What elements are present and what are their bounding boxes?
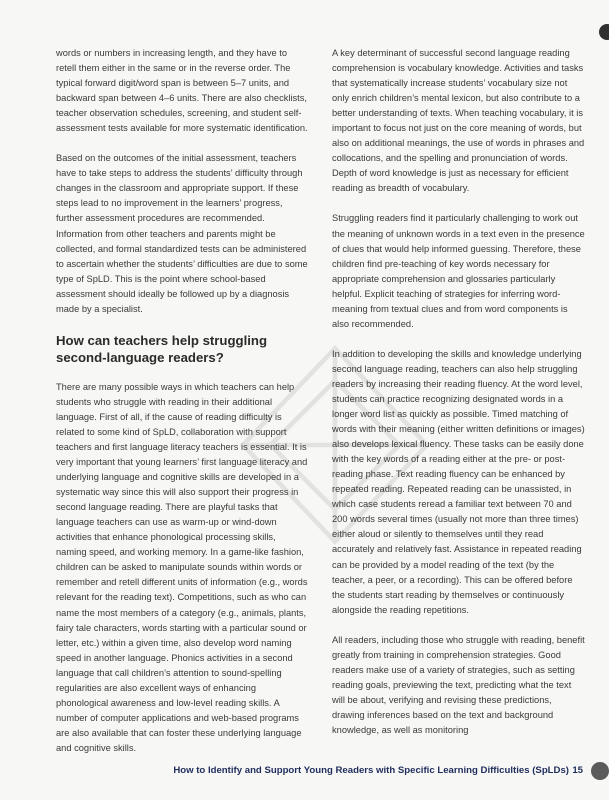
left-column (56, 46, 308, 771)
section-heading: How can teachers help struggling second-language readers? (56, 332, 268, 365)
left-paragraph-3: There are many possible ways in which teachers can help students who struggle with reading in their additional language. First of all, if the cause of reading difficulty is related to some kind of SpLD, collaboration with support teachers and first language literacy teachers is essential. It is very important that young learners’ first language literacy and underlying language and cognitive skills are developed in a systematic way since this will also support their progress in second language reading. There are playful tasks that language teachers can use as warm-up or wind-down activities that enhance phonological processing skills, naming speed, and working memory. In a game-like fashion, children can be asked to manipulate sounds within words or remember and retell different units of information (e.g., words relevant for the reading text). Competitions, such as who can name the most members of a category (e.g., animals, plants, fairy tale characters, words starting with a particular sound or letter, etc.) within a given time, also develop word naming speed in another language. Phonics activities in a second language that call children’s attention to sound-spelling regularities are also excellent ways of enhancing phonological awareness and low-level reading skills. A number of computer applications and web-based programs are also available that can foster these underlying language and cognitive skills. (56, 381, 308, 753)
right-paragraph-2: Struggling readers find it particularly challenging to work out the meaning of unknown words in a text even in the presence of clues that would help informed guessing. Therefore, these children find pre-teaching of key words necessary for appropriate comprehension and glossaries particularly helpful. Explicit teaching of strategies for inferring word-meaning from textual clues and from word components is also recommended. (332, 213, 585, 329)
footer-title: How to Identify and Support Young Readers with Specific Learning Difficulties (SpLDs) (173, 765, 569, 776)
right-column (332, 46, 586, 753)
left-paragraph-1: words or numbers in increasing length, and they have to retell them either in the same or in the reverse order. The typical forward digit/word span is between 5–7 units, and backward span between 4–6 units. There are also checklists, teacher observation schedules, screening, and student self-assessment tests available for more systematic identification. (56, 48, 308, 134)
right-paragraph-1: A key determinant of successful second language reading comprehension is vocabulary knowledge. Activities and tasks that systematically increase students’ vocabulary size not only enrich children’s mental lexicon, but also contribute to a better understanding of texts. When teaching vocabulary, it is important to focus not just on the core meaning of words, but also on additional meanings, the use of words in phrases and collocations, and the spelling and pronunciation of words. Depth of word knowledge is just as necessary for efficient reading as breadth of vocabulary. (332, 48, 585, 194)
right-paragraph-4: All readers, including those who struggle with reading, benefit greatly from training in comprehension strategies. Good readers make use of a variety of strategies, such as setting reading goals, previewing the text, predicting what the text will be about, verifying and revising these predictions, drawing inferences based on the text and background knowledge, as well as monitoring (332, 634, 585, 735)
page-number: 15 (572, 765, 583, 776)
corner-dot-icon (599, 24, 609, 40)
left-paragraph-2: Based on the outcomes of the initial assessment, teachers have to take steps to address the students’ difficulty through changes in the classroom and appropriate support. If these steps lead to no improvement in the learners’ progress, further assessment procedures are recommended. Information from other teachers and parents might be collected, and formal standardized tests can be administered to ascertain whether the students’ difficulties are due to some type of SpLD. This is the point where school-based assessment should ideally be followed up by a diagnosis made by a specialist. (56, 153, 308, 314)
right-paragraph-3: In addition to developing the skills and knowledge underlying second language reading, teachers can also help struggling readers by increasing their reading fluency. At the word level, students can practice recognizing designated words in a longer word list as quickly as possible. Timed matching of words with their meaning (either written definitions or images) also develops lexical fluency. These tasks can be easily done with the key words of a reading either at the pre- or post-reading phase. Text reading fluency can be enhanced by repeated reading. Repeated reading can be unassisted, in which case students reread a familiar text between 70 and 200 words several times (usually not more than three times) either aloud or silently to themselves until they read accurately and relatively fast. Assistance in repeated reading can be provided by a model reading of the text (by the teacher, a peer, or a recording). This can be offered before the students start reading by themselves or continuously alongside the reading repetitions. (332, 348, 585, 615)
footer-dot-icon (591, 762, 609, 780)
